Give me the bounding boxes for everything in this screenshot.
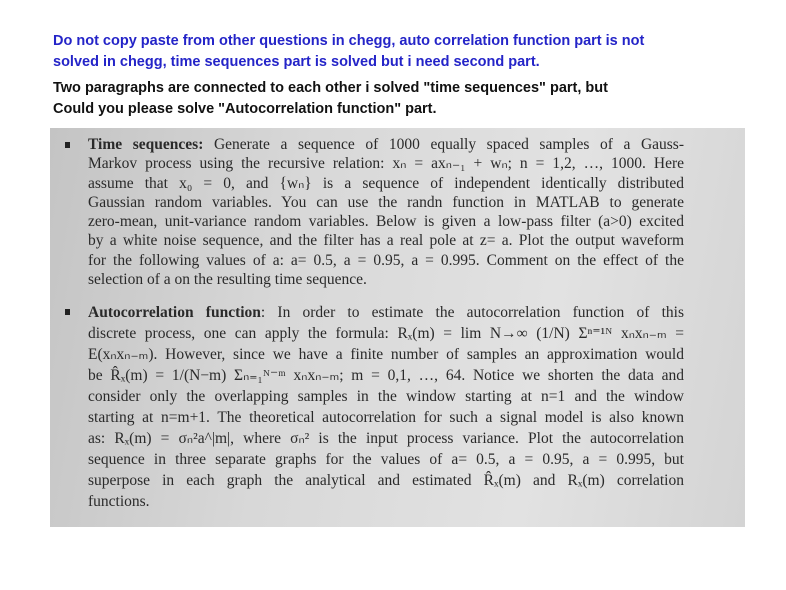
paragraph-line (88, 302, 684, 323)
paragraph-line: functions. (88, 493, 150, 510)
paragraph-line: be R̂ₓ(m) = 1/(N−m) Σₙ₌₁ᴺ⁻ᵐ xₙxₙ₋ₘ; m = 0,1, …, 64. Notice we shorten the data and (88, 367, 684, 384)
autocorrelation-paragraph (88, 302, 684, 512)
section-title: Time sequences: (88, 136, 204, 153)
paragraph-line: discrete process, one can apply the formula: Rₓ(m) = lim N→∞ (1/N) Σⁿ⁼¹ᴺ xₙxₙ₋ₘ = (88, 325, 684, 342)
paragraph-line: consider only the overlapping samples in the window starting at n=1 and the window (88, 388, 684, 405)
paragraph-line: E(xₙxₙ₋ₘ). However, since we have a finite number of samples an approximation would (88, 346, 684, 363)
note-line: Could you please solve "Autocorrelation function" part. (53, 101, 437, 117)
paragraph-line (88, 135, 684, 154)
bullet-icon (65, 309, 70, 315)
section-title: Autocorrelation function (88, 304, 261, 321)
paragraph-line: superpose in each graph the analytical and estimated R̂ₓ(m) and Rₓ(m) correlation (88, 472, 684, 489)
paragraph-line: by a white noise sequence, and the filter has a real pole at z= a. Plot the output waveform (88, 232, 684, 250)
paragraph-line: as: Rₓ(m) = σₙ²a^|m|, where σₙ² is the input process variance. Plot the autocorrelation (88, 430, 684, 447)
question-note-black (53, 78, 608, 120)
line-text: Generate a sequence of 1000 equally spaced samples of a Gauss- (203, 136, 684, 153)
paragraph-line: sequence in three separate graphs for the values of a= 0.5, a = 0.95, a = 0.995, but (88, 451, 684, 468)
paragraph-line: for the following values of a: a= 0.5, a = 0.95, a = 0.995. Comment on the effect of the (88, 251, 684, 269)
question-note-blue (53, 31, 644, 73)
paragraph-line: Markov process using the recursive relation: xₙ = axₙ₋₁ + wₙ; n = 1,2, …, 1000. Here (88, 155, 684, 173)
question-photo (50, 128, 745, 527)
note-line: solved in chegg, time sequences part is solved but i need second part. (53, 54, 540, 70)
paragraph-line: assume that x₀ = 0, and {wₙ} is a sequence of independent identically distributed (88, 174, 684, 192)
paragraph-line: starting at n=m+1. The theoretical autocorrelation for such a signal model is also known (88, 409, 684, 426)
note-line: Two paragraphs are connected to each other i solved "time sequences" part, but (53, 80, 608, 96)
paragraph-line: selection of a on the resulting time sequence. (88, 271, 367, 289)
paragraph-line: zero-mean, unit-variance random variables. Below is given a low-pass filter (a>0) excited (88, 213, 684, 231)
paragraph-line: Gaussian random variables. You can use the randn function in MATLAB to generate (88, 193, 684, 211)
note-line: Do not copy paste from other questions in chegg, auto correlation function part is not (53, 33, 645, 49)
time-sequences-paragraph (88, 135, 684, 289)
bullet-icon (65, 142, 70, 148)
line-text: : In order to estimate the autocorrelation function of this (260, 304, 684, 321)
